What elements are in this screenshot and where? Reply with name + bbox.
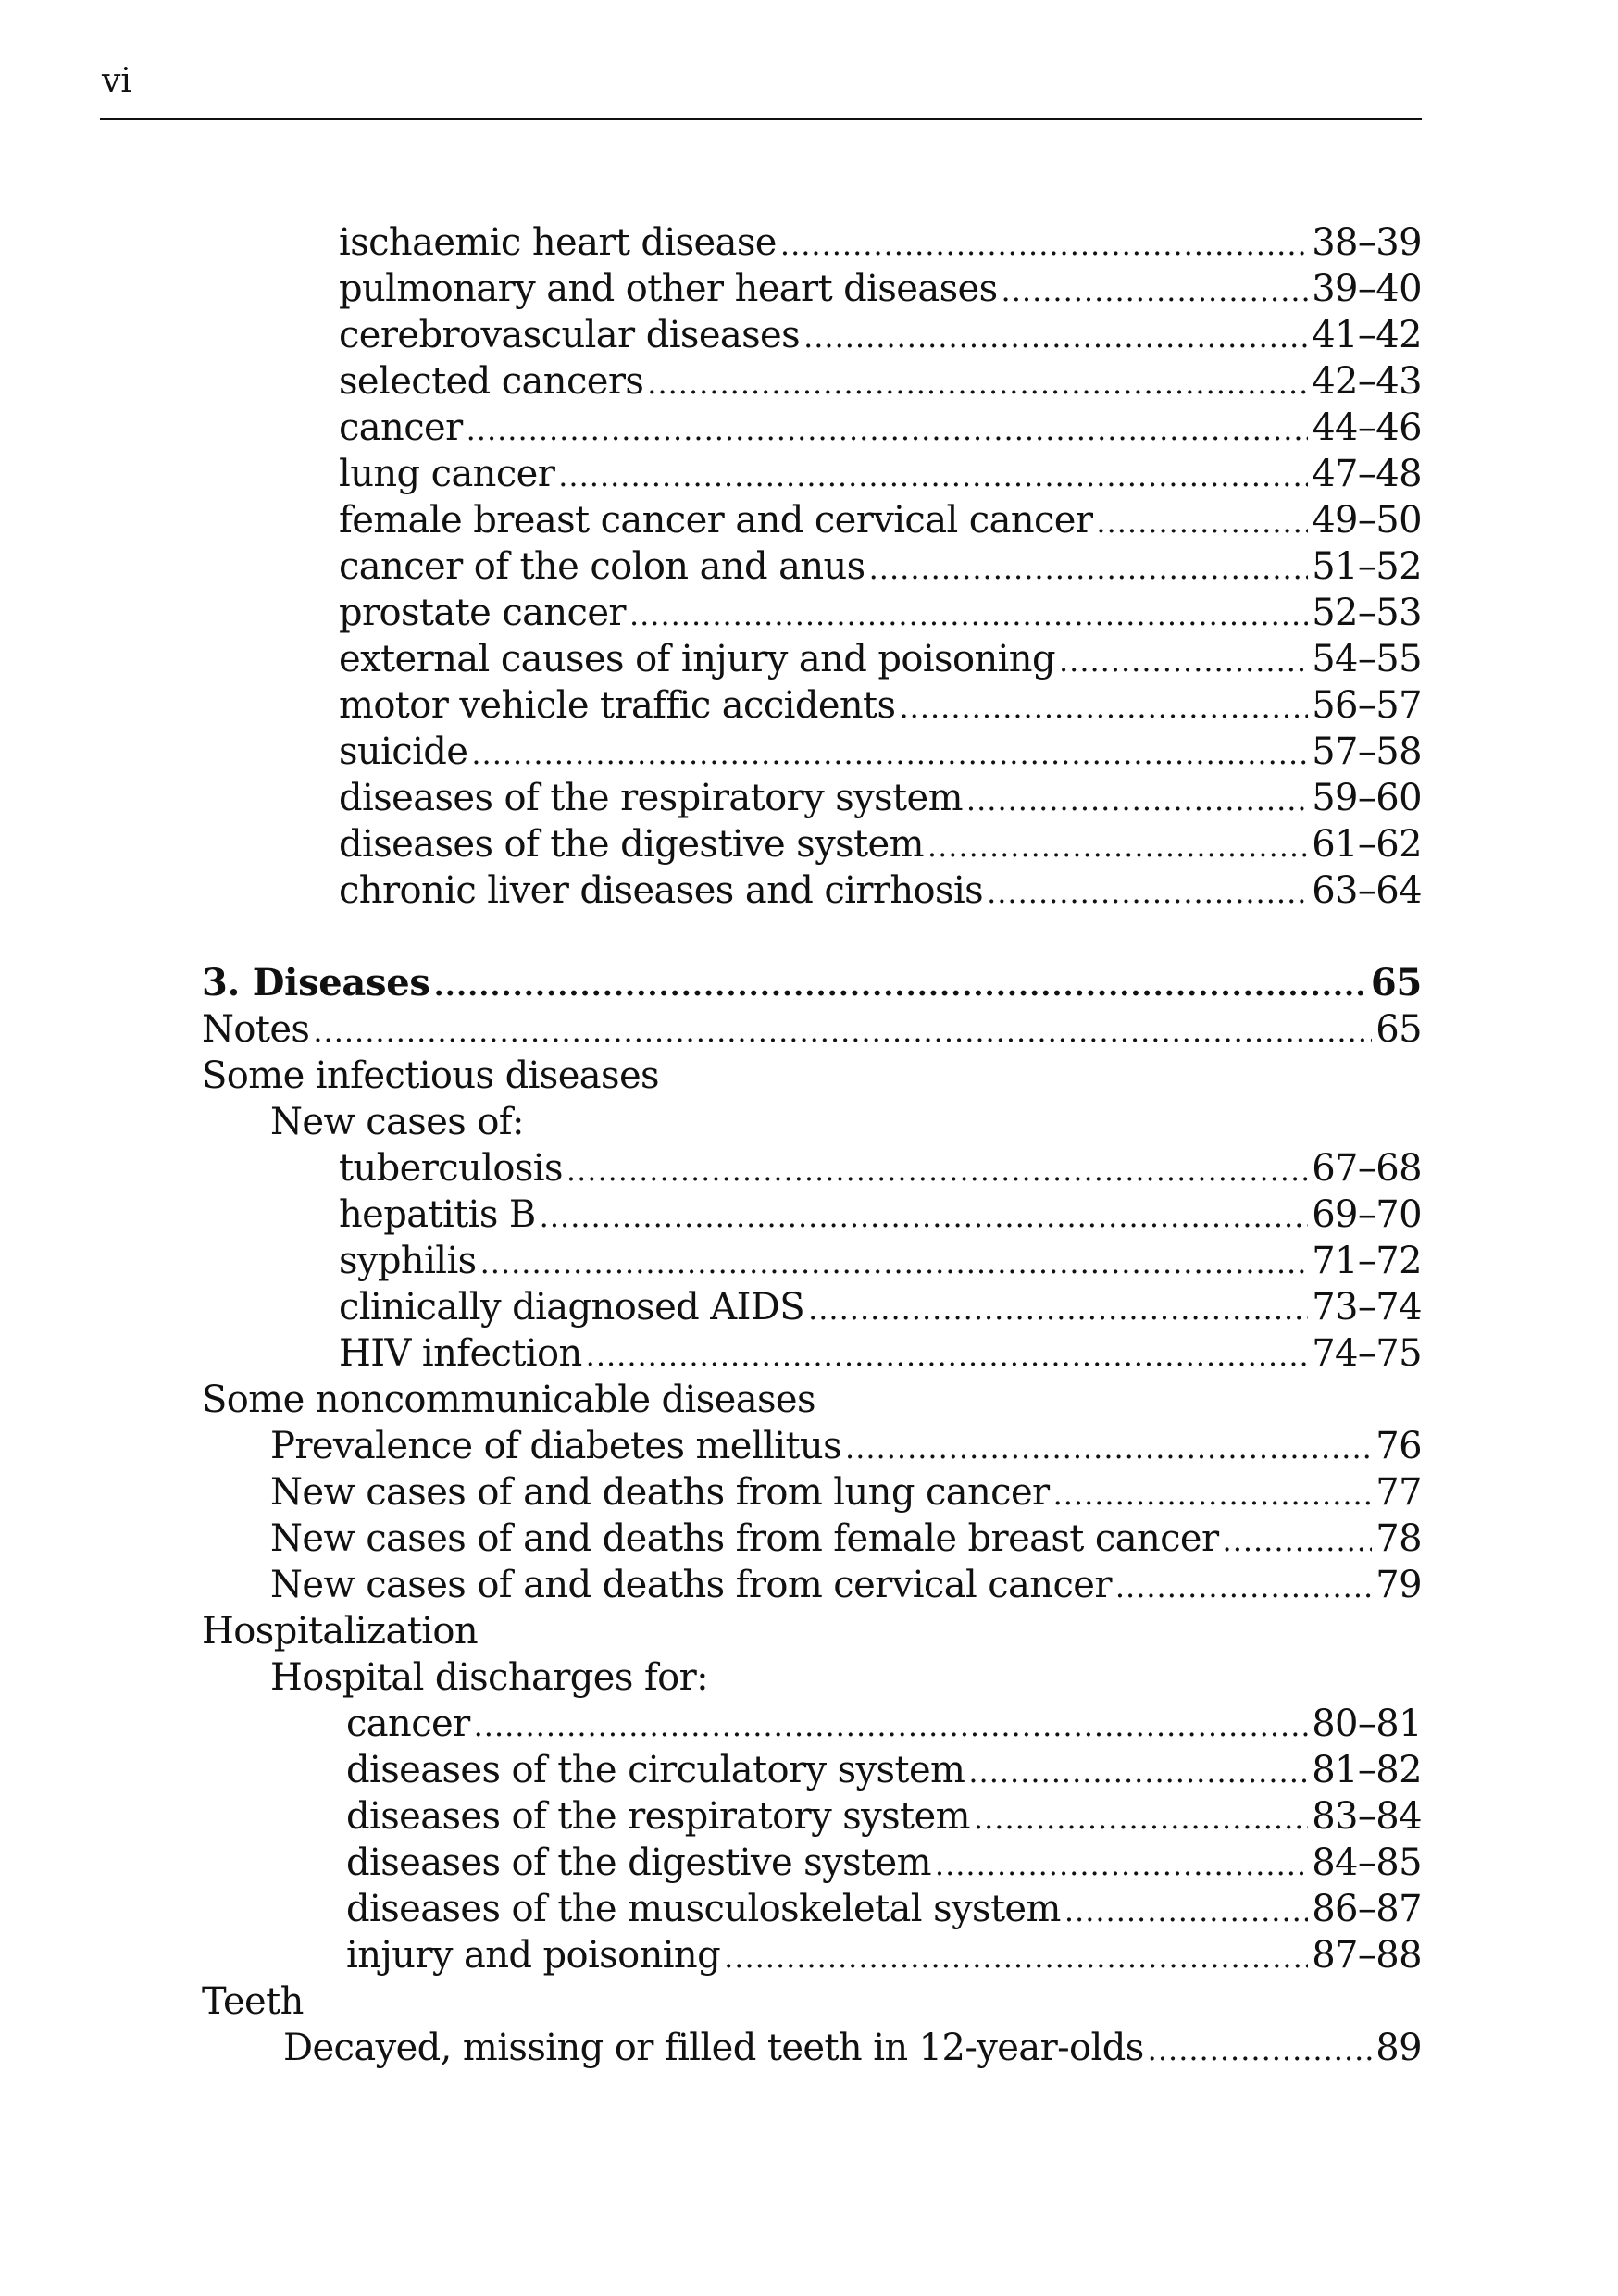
toc-entry-pages: 81–82 xyxy=(1312,1749,1422,1791)
toc-entry-lung-cancer[interactable] xyxy=(339,454,1422,494)
toc-entry-discharges-musculoskeletal[interactable] xyxy=(346,1889,1422,1929)
dot-leader xyxy=(540,1201,1309,1233)
toc-entry-discharges-digestive[interactable] xyxy=(346,1842,1422,1883)
toc-entry-pages: 59–60 xyxy=(1312,777,1422,819)
toc-entry-ischaemic-heart-disease[interactable] xyxy=(339,222,1422,263)
toc-entry-pages: 44–46 xyxy=(1312,406,1422,449)
toc-entry-colon-anus-cancer[interactable] xyxy=(339,546,1422,587)
toc-entry-pages: 52–53 xyxy=(1312,592,1422,634)
header-rule xyxy=(100,118,1422,120)
toc-entry-pages: 79 xyxy=(1375,1564,1422,1606)
toc-entry-female-breast-cervical-cancer[interactable] xyxy=(339,500,1422,541)
toc-entry-label: New cases of and deaths from cervical cancer xyxy=(270,1564,1112,1606)
toc-entry-chronic-liver-diseases[interactable] xyxy=(339,870,1422,911)
toc-entry-label: female breast cancer and cervical cancer xyxy=(339,499,1093,542)
toc-entry-pages: 73–74 xyxy=(1312,1286,1422,1329)
toc-entry-pages: 41–42 xyxy=(1312,314,1422,356)
dot-leader xyxy=(845,1432,1372,1465)
dot-leader xyxy=(1115,1571,1372,1603)
toc-entry-pages: 42–43 xyxy=(1312,360,1422,403)
toc-entry-label: prostate cancer xyxy=(339,592,626,634)
toc-entry-tuberculosis[interactable] xyxy=(339,1148,1422,1189)
toc-entry-respiratory-system[interactable] xyxy=(339,778,1422,818)
toc-entry-motor-vehicle-accidents[interactable] xyxy=(339,685,1422,726)
dot-leader xyxy=(968,1756,1308,1789)
toc-entry-label: tuberculosis xyxy=(339,1147,563,1190)
toc-entry-pages: 57–58 xyxy=(1312,730,1422,773)
toc-entry-pages: 83–84 xyxy=(1312,1795,1422,1838)
dot-leader xyxy=(724,1941,1308,1974)
toc-heading-infectious-diseases xyxy=(202,1055,659,1096)
dot-leader xyxy=(471,738,1308,770)
toc-subheading-new-cases xyxy=(270,1102,524,1142)
dot-leader xyxy=(803,321,1308,354)
toc-entry-label: New cases of and deaths from lung cancer xyxy=(270,1471,1050,1514)
toc-entry-pages: 71–72 xyxy=(1312,1240,1422,1282)
dot-leader xyxy=(434,969,1367,1002)
toc-section-pages: 65 xyxy=(1370,961,1422,1004)
toc-entry-hepatitis-b[interactable] xyxy=(339,1194,1422,1235)
toc-entry-discharges-cancer[interactable] xyxy=(346,1703,1422,1744)
toc-heading-label: Teeth xyxy=(202,1980,304,2023)
toc-entry-label: motor vehicle traffic accidents xyxy=(339,684,896,727)
dot-leader xyxy=(1148,2034,1373,2066)
dot-leader xyxy=(474,1710,1309,1742)
toc-entry-label: Decayed, missing or filled teeth in 12-year-olds xyxy=(283,2027,1144,2069)
dot-leader xyxy=(1223,1525,1373,1557)
dot-leader xyxy=(808,1293,1308,1326)
toc-entry-pages: 84–85 xyxy=(1312,1841,1422,1884)
toc-entry-pages: 86–87 xyxy=(1312,1888,1422,1930)
dot-leader xyxy=(313,1016,1372,1048)
toc-entry-label: selected cancers xyxy=(339,360,644,403)
toc-entry-label: diseases of the respiratory system xyxy=(339,777,963,819)
toc-entry-pages: 87–88 xyxy=(1312,1934,1422,1977)
toc-entry-pages: 51–52 xyxy=(1312,545,1422,588)
dot-leader xyxy=(966,784,1308,817)
toc-entry-breast-cancer-cases[interactable] xyxy=(270,1518,1422,1559)
dot-leader xyxy=(629,599,1308,631)
toc-entry-label: suicide xyxy=(339,730,468,773)
toc-entry-label: hepatitis B xyxy=(339,1193,536,1236)
toc-subheading-label: Hospital discharges for: xyxy=(270,1656,708,1699)
toc-entry-pulmonary-heart-diseases[interactable] xyxy=(339,268,1422,309)
toc-entry-label: diseases of the musculoskeletal system xyxy=(346,1888,1061,1930)
dot-leader xyxy=(467,414,1309,446)
dot-leader xyxy=(927,830,1308,863)
toc-entry-notes[interactable] xyxy=(202,1009,1422,1050)
toc-entry-label: syphilis xyxy=(339,1240,477,1282)
toc-entry-label: diseases of the digestive system xyxy=(346,1841,931,1884)
toc-entry-label: diseases of the digestive system xyxy=(339,823,924,866)
toc-entry-label: clinically diagnosed AIDS xyxy=(339,1286,805,1329)
toc-entry-label: Notes xyxy=(202,1008,310,1051)
dot-leader xyxy=(987,877,1308,909)
toc-entry-suicide[interactable] xyxy=(339,731,1422,772)
toc-entry-pages: 38–39 xyxy=(1312,221,1422,264)
toc-entry-prostate-cancer[interactable] xyxy=(339,593,1422,633)
dot-leader xyxy=(1059,645,1308,678)
toc-entry-discharges-circulatory[interactable] xyxy=(346,1750,1422,1791)
toc-entry-cervical-cancer-cases[interactable] xyxy=(270,1565,1422,1605)
toc-subheading-label: New cases of: xyxy=(270,1101,524,1143)
toc-heading-label: Some infectious diseases xyxy=(202,1054,659,1097)
toc-entry-digestive-system[interactable] xyxy=(339,824,1422,865)
toc-heading-teeth xyxy=(202,1981,304,2022)
toc-entry-selected-cancers[interactable] xyxy=(339,361,1422,402)
toc-entry-pages: 69–70 xyxy=(1312,1193,1422,1236)
toc-section-diseases[interactable] xyxy=(202,963,1422,1004)
dot-leader xyxy=(1096,506,1308,539)
toc-entry-pages: 65 xyxy=(1375,1008,1422,1051)
toc-entry-label: ischaemic heart disease xyxy=(339,221,777,264)
dot-leader xyxy=(869,553,1309,585)
toc-entry-pages: 63–64 xyxy=(1312,869,1422,912)
toc-entry-pages: 39–40 xyxy=(1312,268,1422,310)
toc-entry-pages: 76 xyxy=(1375,1425,1422,1467)
dot-leader xyxy=(935,1849,1308,1881)
toc-entry-discharges-injury[interactable] xyxy=(346,1935,1422,1976)
dot-leader xyxy=(1002,275,1309,307)
toc-entry-pages: 78 xyxy=(1375,1517,1422,1560)
dot-leader xyxy=(974,1803,1308,1835)
toc-entry-label: lung cancer xyxy=(339,453,555,495)
toc-entry-pages: 54–55 xyxy=(1312,638,1422,680)
toc-entry-label: Prevalence of diabetes mellitus xyxy=(270,1425,842,1467)
toc-entry-pages: 74–75 xyxy=(1312,1332,1422,1375)
toc-entry-pages: 49–50 xyxy=(1312,499,1422,542)
toc-entry-label: external causes of injury and poisoning xyxy=(339,638,1055,680)
toc-entry-label: cancer xyxy=(339,406,463,449)
toc-entry-hiv-infection[interactable] xyxy=(339,1333,1422,1374)
toc-entry-cancer[interactable] xyxy=(339,407,1422,448)
dot-leader xyxy=(558,460,1308,493)
dot-leader xyxy=(586,1340,1309,1372)
toc-entry-syphilis[interactable] xyxy=(339,1241,1422,1281)
dot-leader xyxy=(780,229,1308,261)
toc-entry-aids[interactable] xyxy=(339,1287,1422,1328)
toc-entry-pages: 61–62 xyxy=(1312,823,1422,866)
toc-entry-cerebrovascular-diseases[interactable] xyxy=(339,315,1422,356)
toc-section-label: 3. Diseases xyxy=(202,961,430,1004)
page-number: vi xyxy=(102,62,131,100)
toc-entry-label: diseases of the respiratory system xyxy=(346,1795,970,1838)
toc-entry-label: diseases of the circulatory system xyxy=(346,1749,965,1791)
toc-entry-external-causes[interactable] xyxy=(339,639,1422,680)
dot-leader xyxy=(899,692,1308,724)
toc-heading-label: Some noncommunicable diseases xyxy=(202,1379,815,1421)
toc-entry-label: cancer of the colon and anus xyxy=(339,545,865,588)
toc-entry-label: injury and poisoning xyxy=(346,1934,721,1977)
toc-entry-label: HIV infection xyxy=(339,1332,582,1375)
toc-entry-pages: 56–57 xyxy=(1312,684,1422,727)
dot-leader xyxy=(647,368,1308,400)
toc-entry-label: cerebrovascular diseases xyxy=(339,314,801,356)
toc-heading-noncommunicable-diseases xyxy=(202,1379,815,1420)
dot-leader xyxy=(1053,1479,1373,1511)
toc-entry-label: New cases of and deaths from female breast cancer xyxy=(270,1517,1219,1560)
toc-entry-diabetes[interactable] xyxy=(270,1426,1422,1466)
toc-subheading-hospital-discharges xyxy=(270,1657,708,1698)
toc-entry-label: cancer xyxy=(346,1703,470,1745)
toc-entry-discharges-respiratory[interactable] xyxy=(346,1796,1422,1837)
toc-heading-label: Hospitalization xyxy=(202,1610,479,1653)
dot-leader xyxy=(1064,1895,1308,1928)
toc-entry-pages: 80–81 xyxy=(1312,1703,1422,1745)
dot-leader xyxy=(566,1154,1308,1187)
toc-entry-pages: 89 xyxy=(1375,2027,1422,2069)
toc-entry-lung-cancer-cases[interactable] xyxy=(270,1472,1422,1513)
toc-entry-pages: 67–68 xyxy=(1312,1147,1422,1190)
toc-entry-label: pulmonary and other heart diseases xyxy=(339,268,998,310)
toc-entry-pages: 47–48 xyxy=(1312,453,1422,495)
toc-heading-hospitalization xyxy=(202,1611,478,1652)
toc-entry-dmft-teeth[interactable] xyxy=(283,2028,1422,2068)
toc-entry-pages: 77 xyxy=(1375,1471,1422,1514)
toc-entry-label: chronic liver diseases and cirrhosis xyxy=(339,869,984,912)
dot-leader xyxy=(480,1247,1309,1279)
